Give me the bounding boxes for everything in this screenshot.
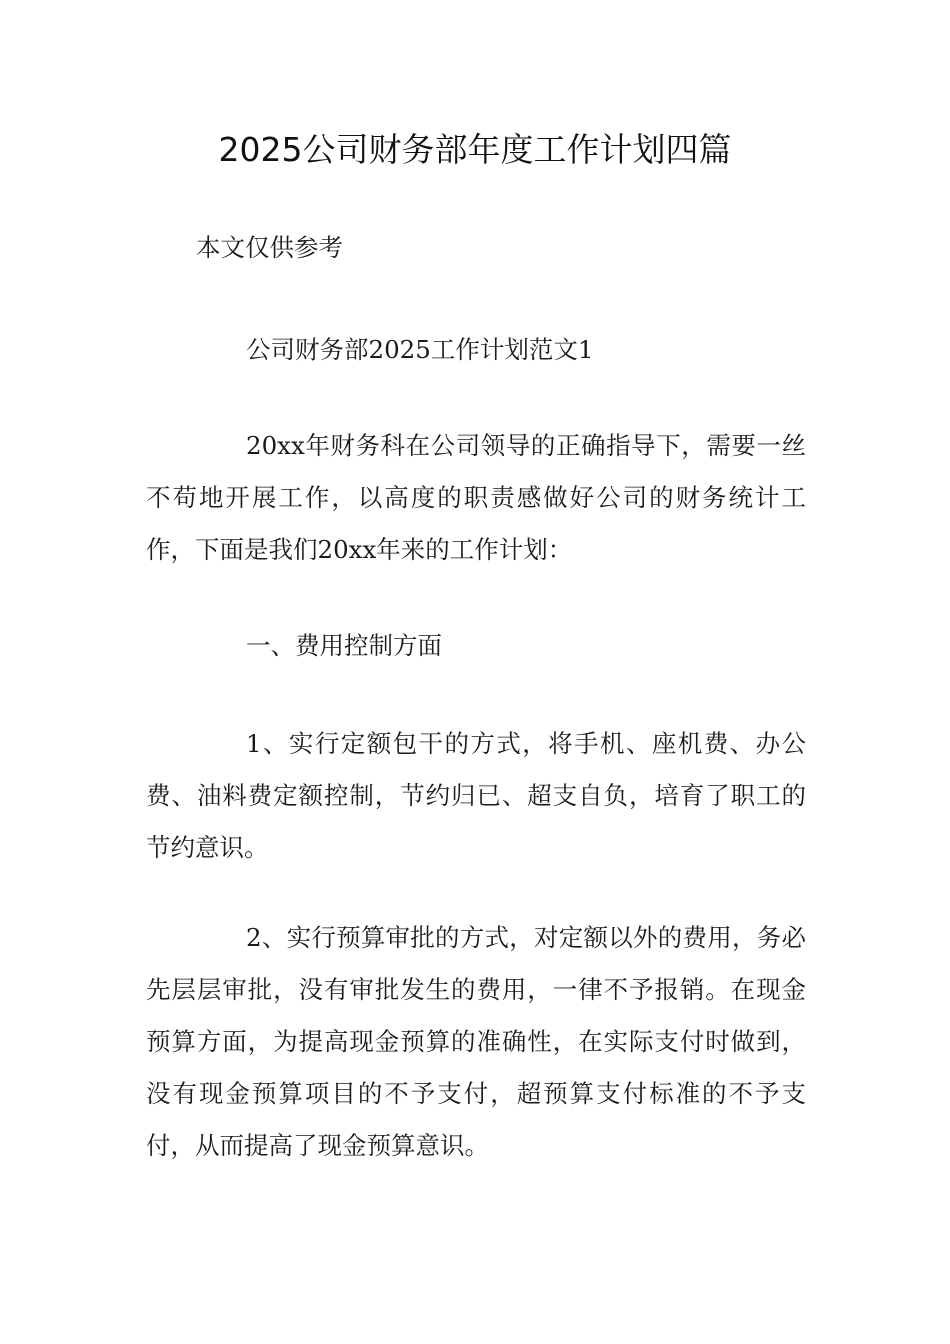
item-paragraph-2: 2、实行预算审批的方式，对定额以外的费用，务必先层层审批，没有审批发生的费用，一律不予报销。在现金预算方面，为提高现金预算的准确性，在实际支付时做到，没有现金预算项目的不予支付，超预算支付标准的不予支付，从而提高了现金预算意识。 — [146, 923, 806, 1160]
section-subtitle: 公司财务部2025工作计划范文1 — [246, 335, 594, 364]
section-heading: 一、费用控制方面 — [246, 631, 442, 660]
reference-note: 本文仅供参考 — [196, 233, 343, 262]
document-title: 2025公司财务部年度工作计划四篇 — [218, 130, 732, 169]
intro-paragraph: 20xx年财务科在公司领导的正确指导下，需要一丝不苟地开展工作，以高度的职责感做好公司的财务统计工作，下面是我们20xx年来的工作计划： — [146, 431, 806, 564]
item-paragraph-1: 1、实行定额包干的方式，将手机、座机费、办公费、油料费定额控制，节约归已、超支自负，培育了职工的节约意识。 — [146, 729, 806, 862]
